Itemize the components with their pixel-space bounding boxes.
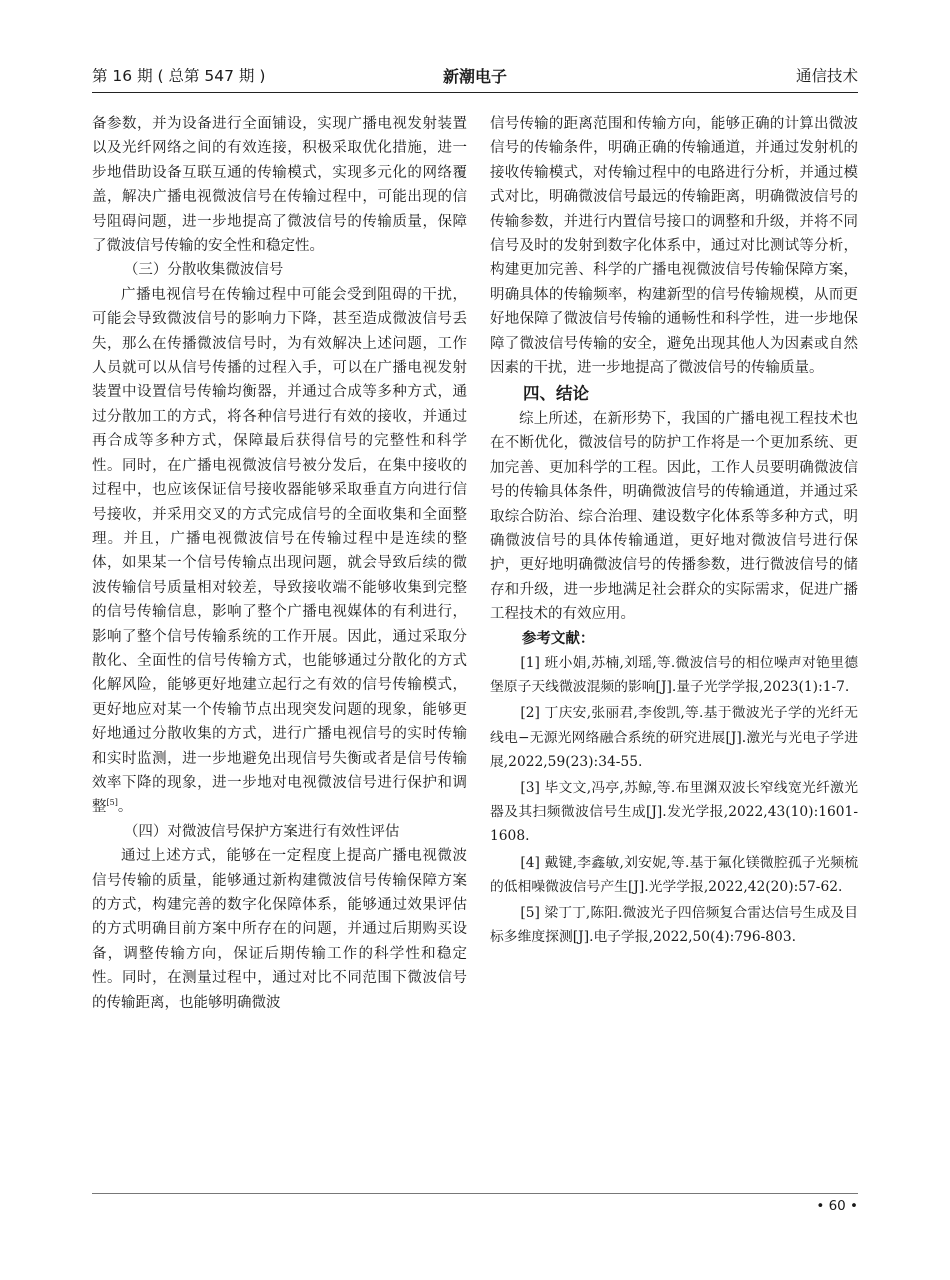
footer-rule bbox=[92, 1193, 858, 1194]
paragraph bbox=[92, 283, 467, 820]
journal-title: 新潮电子 bbox=[442, 67, 507, 86]
reference-item: [4] 戴键,李鑫敏,刘安妮,等.基于氟化镁微腔孤子光频梳的低相噪微波信号产生[J].光学学报,2022,42(20):57-62. bbox=[490, 854, 858, 895]
reference-item: [3] 毕文文,冯亭,苏鲸,等.布里渊双波长窄线宽光纤激光器及其扫频微波信号生成[J].发光学报,2022,43(10):1601-1608. bbox=[490, 779, 858, 845]
issue-number: 第 16 期 ( 总第 547 期 ) bbox=[92, 67, 266, 85]
reference-item: [5] 梁丁丁,陈阳.微波光子四倍频复合雷达信号生成及目标多维度探测[J].电子学报,2022,50(4):796-803. bbox=[490, 904, 858, 946]
subsection-heading-3: （三）分散收集微波信号 bbox=[123, 262, 284, 279]
section-name: 通信技术 bbox=[795, 67, 858, 85]
right-column bbox=[490, 112, 858, 951]
paragraph-text: 广播电视信号在传输过程中可能会受到阻碍的干扰，可能会导致微波信号的影响力下降，甚至造成微波信号丢失，那么在传播微波信号时，为有效解决上述问题，工作人员就可以从信号传播的过程入手，可以在广播电视发射装置中设置信号传输均衡器，并通过合成等多种方式，通过分散加工的方式，将各种信号进行有效的接收，并通过再合成等多种方式，保障最后获得信号的完整性和科学性。同时，在广播电视微波信号被分发后，在集中接收的过程中，也应该保证信号接收器能够采取垂直方向进行信号接收，并采用交叉的方式完成信号的全面收集和全面整理。并且，广播电视微波信号在传输过程中是连续的整体，如果某一个信号传输点出现问题，就会导致后续的微波传输信号质量相对较差，导致接收端不能够收集到完整的信号传输信息，影响了整个广播电视媒体的有利进行，影响了整个信号传输系统的工作开展。因此，通过采取分散化、全面性的信号传输方式，也能够通过分散化的方式化解风险，能够更好地建立起行之有效的信号传输模式，更好地应对某一个传输节点出现突发问题的现象，能够更好地通过分散收集的方式，进行广播电视信号的实时传输和实时监测，进一步地避免出现信号失衡或者是信号传输效率下降的现象，进一步地对电视微波信号进行保护和调整 bbox=[92, 286, 467, 816]
page-header bbox=[92, 64, 858, 88]
paragraph-end: 。 bbox=[117, 799, 133, 816]
left-column bbox=[92, 112, 467, 1015]
paragraph: 通过上述方式，能够在一定程度上提高广播电视微波信号传输的质量，能够通过新构建微波信号传输保障方案的方式，构建完善的数字化保障体系，能够通过效果评估的方式明确目前方案中所存在的问题，并通过后期购买设备，调整传输方向，保证后期传输工作的科学性和稳定性。同时，在测量过程中，通过对比不同范围下微波信号的传输距离，也能够明确微波 bbox=[92, 848, 467, 1011]
references-heading: 参考文献： bbox=[521, 630, 595, 647]
reference-item: [1] 班小娟,苏楠,刘瑶,等.微波信号的相位噪声对铯里德堡原子天线微波混频的影响[J].量子光学学报,2023(1):1-7. bbox=[490, 654, 858, 696]
citation: [5] bbox=[106, 798, 118, 808]
paragraph: 备参数，并为设备进行全面铺设，实现广播电视发射装置以及光纤网络之间的有效连接，积极采取优化措施，进一步地借助设备互联互通的传输模式，实现多元化的网络覆盖，解决广播电视微波信号在传输过程中，可能出现的信号阻碍问题，进一步地提高了微波信号的传输质量，保障了微波信号传输的安全性和稳定性。 bbox=[92, 116, 467, 255]
page-number: • 60 • bbox=[816, 1198, 858, 1214]
subsection-heading-4: （四）对微波信号保护方案进行有效性评估 bbox=[123, 823, 400, 840]
paragraph: 综上所述，在新形势下，我国的广播电视工程技术也在不断优化，微波信号的防护工作将是一个更加系统、更加完善、更加科学的工程。因此，工作人员要明确微波信号的传输具体条件，明确微波信号的传输通道，并通过采取综合防治、综合治理、建设数字化体系等多种方式，明确微波信号的具体传输通道，更好地对微波信号进行保护，更好地明确微波信号的传播参数，进行微波信号的储存和升级，进一步地满足社会群众的实际需求，促进广播工程技术的有效应用。 bbox=[490, 410, 858, 623]
header-rule bbox=[92, 92, 858, 93]
paragraph: 信号传输的距离范围和传输方向，能够正确的计算出微波信号的传输条件，明确正确的传输通道，并通过发射机的接收传输模式，对传输过程中的电路进行分析，并通过模式对比，明确微波信号最远的传输距离，明确微波信号的传输参数，并进行内置信号接口的调整和升级，并将不同信号及时的发射到数字化体系中，通过对比测试等分析，构建更加完善、科学的广播电视微波信号传输保障方案，明确具体的传输频率，构建新型的信号传输规模，从而更好地保障了微波信号传输的通畅性和科学性，进一步地保障了微波信号传输的安全，避免出现其他人为因素或自然因素的干扰，进一步地提高了微波信号的传输质量。 bbox=[490, 116, 858, 377]
section-heading-conclusion: 四、结论 bbox=[523, 384, 589, 404]
reference-item: [2] 丁庆安,张丽君,李俊凯,等.基于微波光子学的光纤无线电−无源光网络融合系统的研究进展[J].激光与光电子学进展,2022,59(23):34-55. bbox=[490, 705, 858, 770]
